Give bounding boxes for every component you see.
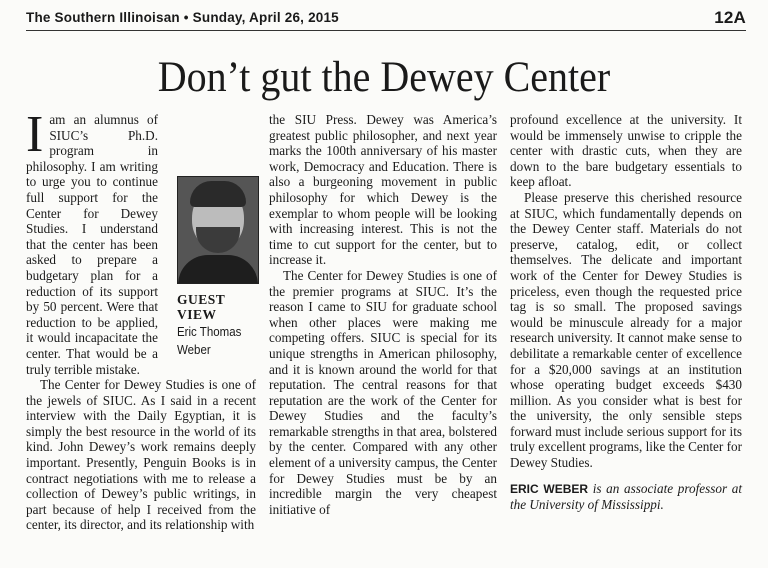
author-name-2: Weber	[177, 343, 211, 357]
guest-view-label: GUEST	[177, 292, 226, 307]
publication-dateline: The Southern Illinoisan • Sunday, April 26, 2015	[26, 10, 339, 25]
guest-view-tag	[177, 292, 263, 358]
guest-view-label-2: VIEW	[177, 307, 217, 322]
author-photo	[177, 176, 259, 284]
paragraph: Please preserve this cherished resource at SIUC, which fundamentally depends on the Dewey Center staff. Materials do not preserve, catalog, edit, or collect themselves. The delicate and important work of the Center for Dewey Studies is priceless, even though the requested price tag is so small. The proposed savings would be minuscule already for a major research university. It cannot make sense to debilitate a remarkable center of excellence for a $20,000 savings at an institution whose operating budget exceeds $430 million. As you consider what is best for the university, the only sensible steps forward must include serious support for its truly excellent programs, like the Center for Dewey Studies.	[510, 189, 742, 471]
page-number: 12A	[714, 8, 746, 27]
author-name: Eric Thomas	[177, 325, 242, 339]
paragraph: the SIU Press. Dewey was America’s greatest public philosopher, and next year marks the 100th anniversary of his master work, Democracy and Education. There is also a burgeoning movement in public philosophy for which Dewey is the exemplar to whom people will be looking with increasing interest. This is not the time to cut support for the center, but to increase it.	[269, 112, 497, 268]
masthead-rule	[26, 30, 746, 31]
paragraph: The Center for Dewey Studies is one of the jewels of SIUC. As I said in a recent interview with the Daily Egyptian, it is simply the best resource in the world of its kind. John Dewey’s work remains deeply important. Presently, Penguin Books is in contract negotiations with me to release a collection of Dewey’s public writings, in part because of help I received from the center, its director, and its relationship with	[26, 377, 256, 533]
drop-cap: I	[26, 106, 44, 163]
paragraph: profound excellence at the university. It would be immensely unwise to cripple the center with drastic cuts, when they are down to the bare budgetary essentials to keep afloat.	[510, 112, 742, 190]
paragraph: Iam an alumnus of SIUC’s Ph.D. program in philosophy. I am writing to urge you to continue full support for the Center for Dewey Studies. I understand that the center has been asked to prepare a budgetary plan for a reduction of its support by 50 percent. Were that reduction to be applied, it would incapacitate the center. That would be a truly terrible mistake.	[26, 106, 158, 377]
masthead	[26, 8, 746, 28]
column-3	[510, 112, 742, 513]
paragraph: The Center for Dewey Studies is one of the premier programs at SIUC. It’s the reason I came to SIU for graduate school when other places were making me competing offers. SIUC is special for its unique strengths in American philosophy, and it is known around the world for that reputation. The central reasons for that reputation are the work of the Center for Dewey Studies and the faculty’s remarkable strengths in that area, bolstered by the center. Compared with any other element of a university campus, the Center for Dewey Studies must be by an incredible margin the very cheapest initiative of	[269, 267, 497, 517]
byline-name: ERIC WEBER	[510, 481, 589, 496]
headline: Don’t gut the Dewey Center	[157, 54, 611, 101]
byline	[510, 481, 742, 513]
column-2	[269, 112, 497, 517]
byline-description: is an associate professor at the University of Mississippi.	[510, 480, 742, 513]
